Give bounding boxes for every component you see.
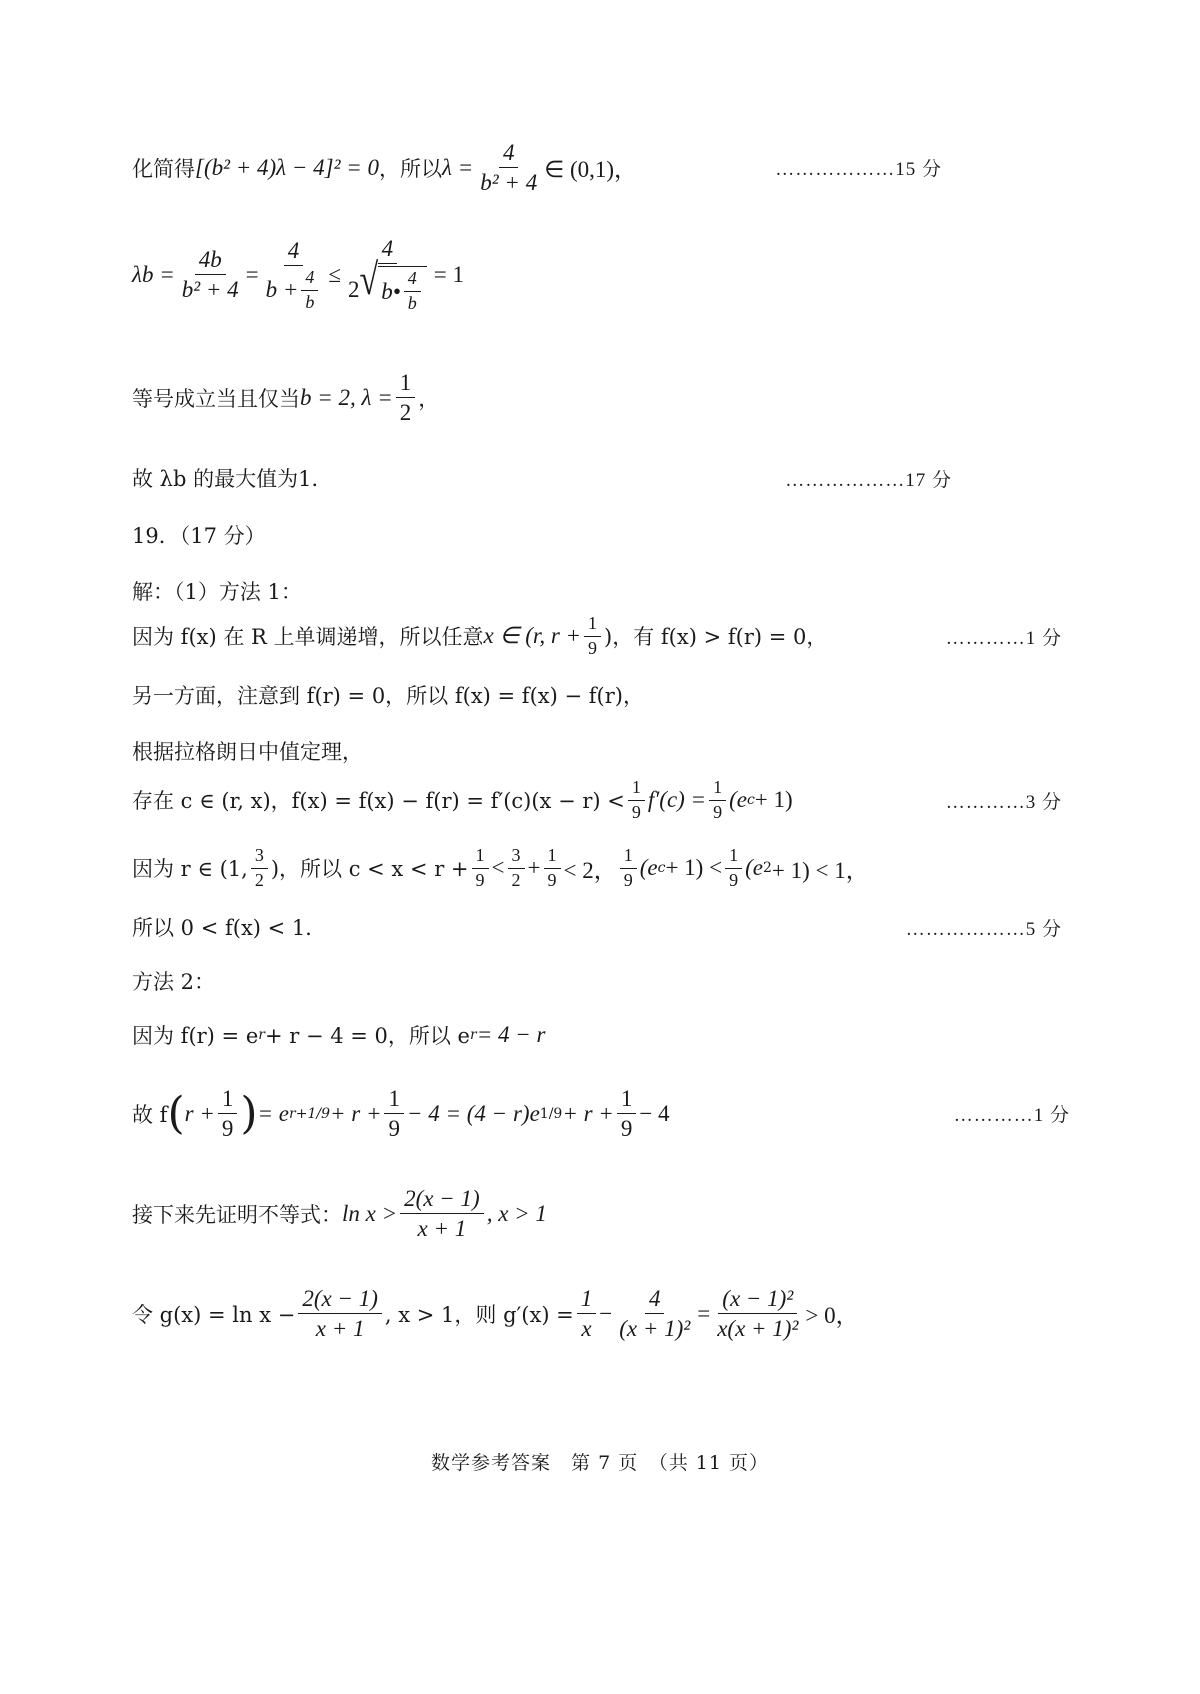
expr: = 1	[433, 261, 465, 287]
fraction	[725, 846, 742, 891]
denominator: x + 1	[417, 1216, 467, 1242]
text: 故 λb 的最大值为1．	[132, 467, 333, 491]
fraction	[620, 846, 637, 891]
denominator: x	[581, 1316, 592, 1342]
fraction	[400, 1186, 484, 1242]
text: 因为 r ∈ (1,	[132, 857, 248, 882]
line-conclusion	[132, 912, 1062, 942]
expr: + 1) <	[665, 855, 723, 881]
denominator: 9	[388, 1116, 400, 1142]
denominator: 9	[588, 637, 598, 658]
text: 所以 0 < f(x) < 1．	[132, 916, 327, 940]
denominator	[262, 266, 326, 313]
numerator: 4	[645, 1286, 665, 1314]
fraction	[617, 1086, 637, 1142]
score-mark: …………1 分	[945, 627, 1062, 649]
denominator: 9	[221, 1116, 234, 1142]
expr: (e	[729, 787, 747, 813]
expr: ∈ (0,1)，	[544, 157, 638, 183]
line-max-value	[132, 463, 952, 493]
expr: b +	[265, 277, 299, 303]
method-2-heading	[132, 966, 215, 996]
score-mark: ………………17 分	[785, 469, 952, 491]
text: 因为 f(x) 在 R 上单调递增，所以任意	[132, 625, 484, 650]
text: 令 g(x) = ln x −	[132, 1302, 296, 1327]
expr: b = 2, λ =	[300, 384, 393, 410]
numerator: 1	[725, 846, 742, 869]
numerator: 1	[577, 1286, 597, 1314]
expr: < 2，	[563, 857, 617, 883]
score-mark: ………………5 分	[905, 918, 1062, 940]
text: 因为 f(r) = e	[132, 1024, 259, 1048]
fraction	[628, 778, 645, 823]
numerator: 2(x − 1)	[298, 1286, 382, 1314]
text: 化简得	[132, 156, 195, 181]
score-mark: ………………15 分	[775, 159, 942, 181]
fraction	[615, 1286, 694, 1342]
numerator: 1	[617, 1086, 637, 1114]
expr: ≤	[328, 261, 342, 287]
text: , x > 1，则 g′(x) =	[384, 1302, 574, 1327]
expr: + 1)	[754, 787, 793, 813]
line-lambda-b	[132, 236, 464, 314]
denominator: 2	[254, 869, 264, 890]
fraction	[713, 1286, 802, 1342]
text: ，	[418, 386, 440, 411]
fraction	[476, 140, 541, 196]
fraction	[218, 1086, 238, 1142]
expr: − 4 = (4 − r)e	[406, 1100, 540, 1126]
expr: =	[245, 261, 259, 287]
expr: = 4 − r	[476, 1022, 546, 1047]
page-footer: 数学参考答案 第 7 页 （共 11 页）	[431, 1452, 769, 1474]
numerator: 1	[709, 778, 726, 801]
text: 接下来先证明不等式：	[132, 1202, 342, 1227]
expr: r +	[184, 1100, 215, 1126]
text: 存在 c ∈ (r, x)，f(x) = f(x) − f(r) = f′(c)(x − r) <	[132, 789, 625, 814]
text: 解：（1）方法 1：	[132, 580, 302, 604]
solution-heading	[132, 576, 302, 606]
denominator: b² + 4	[181, 277, 239, 303]
square-root	[359, 256, 427, 314]
fraction	[298, 1286, 382, 1342]
numerator: 2(x − 1)	[400, 1186, 484, 1214]
expr: ln x >	[342, 1200, 398, 1226]
line-monotonic	[132, 614, 1062, 659]
text: )，所以 c < x < r +	[270, 857, 469, 882]
line-prove-inequality	[132, 1186, 547, 1242]
numerator: 4	[499, 140, 519, 168]
denominator: x(x + 1)²	[717, 1316, 799, 1342]
question-number	[132, 520, 266, 550]
denominator: b	[305, 291, 315, 312]
line-define-g	[132, 1286, 859, 1342]
denominator: 9	[729, 869, 739, 890]
paren: )	[240, 1087, 258, 1139]
line-fr-zero: 因为 f(r) = e r + r − 4 = 0，所以 e r = 4 − r	[132, 1022, 546, 1048]
denominator: 9	[623, 869, 633, 890]
expr: λ =	[442, 154, 474, 180]
numerator: 1	[544, 846, 561, 869]
text: 19．（17 分）	[132, 524, 266, 548]
denominator: 2	[511, 869, 521, 890]
denominator: 9	[547, 869, 557, 890]
expr: > 0，	[805, 1303, 859, 1329]
numerator: 4	[404, 269, 421, 292]
fraction	[577, 1286, 597, 1342]
fraction	[709, 778, 726, 823]
fraction	[384, 1086, 404, 1142]
denominator	[344, 256, 431, 314]
expr: (e	[639, 855, 658, 881]
numerator: 1	[584, 614, 601, 637]
expr: <	[491, 855, 505, 881]
denominator: b	[407, 293, 417, 314]
fraction	[544, 846, 561, 891]
text: 等号成立当且仅当	[132, 386, 300, 411]
fraction	[178, 247, 243, 303]
expr: =	[697, 1300, 711, 1326]
text: 故 f	[132, 1102, 168, 1127]
fraction	[472, 846, 489, 891]
expr: = e	[257, 1100, 290, 1126]
numerator: 1	[384, 1086, 404, 1114]
radicand	[378, 266, 427, 314]
text: 方法 2：	[132, 970, 216, 994]
text: )，有 f(x) > f(r) = 0，	[604, 625, 828, 650]
denominator: 9	[631, 801, 641, 822]
numerator: 4	[284, 238, 304, 266]
paren: (	[167, 1087, 185, 1139]
numerator: (x − 1)²	[718, 1286, 797, 1314]
expr: − 4	[639, 1100, 670, 1126]
radical-sign-icon: √	[359, 256, 379, 305]
text: + r − 4 = 0，所以 e	[264, 1024, 470, 1048]
denominator: x + 1	[315, 1316, 365, 1342]
fraction	[344, 236, 431, 314]
expr: [(b² + 4)λ − 4]² = 0	[195, 154, 380, 180]
denominator: 9	[475, 869, 485, 890]
expr: , x > 1	[486, 1200, 547, 1226]
fraction	[584, 614, 601, 659]
numerator: 3	[251, 846, 268, 869]
line-exists-c: 存在 c ∈ (r, x)，f(x) = f(x) − f(r) = f′(c)(x − r) < $\frac{1}{9}$ f′(c) = $\frac{1}{9}$ (e c + 1) …………3 分	[132, 777, 1062, 822]
line-lagrange	[132, 736, 363, 766]
denominator: 9	[620, 1116, 633, 1142]
expr: (e	[745, 855, 763, 881]
numerator: 4	[301, 268, 318, 291]
expr: +	[527, 855, 541, 881]
fraction	[508, 846, 525, 891]
score-mark: …………3 分	[945, 791, 1062, 813]
numerator: 1	[218, 1086, 238, 1114]
expr: + r +	[329, 1100, 382, 1126]
expr: λb =	[132, 261, 175, 287]
numerator: 4	[378, 236, 398, 264]
numerator: 3	[508, 846, 525, 869]
line-equality	[132, 370, 439, 426]
line-f-r-plus-ninth: 故 f ( r + $\frac{1}{9}$ ) = e r+1/9 + r + $\frac{1}{9}$ − 4 = (4 − r)e 1/9 + r + $\frac{1}{9}$ − 4 …………1 分	[132, 1086, 1070, 1142]
fraction	[251, 846, 268, 891]
line-other-side	[132, 680, 644, 710]
fraction	[396, 370, 416, 426]
expr: x ∈ (r, r +	[483, 623, 582, 649]
numerator: 1	[396, 370, 416, 398]
fraction	[262, 238, 326, 313]
expr: + 1) < 1，	[771, 857, 869, 883]
fraction	[301, 268, 318, 313]
denominator: 9	[713, 801, 723, 822]
expr: 2	[348, 277, 360, 303]
denominator: 2	[399, 400, 412, 426]
expr: + r +	[562, 1100, 614, 1126]
denominator: b² + 4	[480, 170, 538, 196]
expr: −	[599, 1300, 613, 1326]
numerator: 1	[472, 846, 489, 869]
numerator: 1	[628, 778, 645, 801]
expr: b•	[381, 278, 401, 304]
denominator: (x + 1)²	[619, 1316, 691, 1342]
text: ，所以	[379, 156, 443, 181]
score-mark: …………1 分	[953, 1105, 1070, 1127]
fraction	[404, 269, 421, 314]
text: 另一方面，注意到 f(r) = 0，所以 f(x) = f(x) − f(r)，	[132, 684, 644, 708]
line-simplify	[132, 140, 942, 196]
numerator: 1	[620, 846, 637, 869]
numerator: 4b	[195, 247, 226, 275]
line-bounds: 因为 r ∈ (1, $\frac{3}{2}$ )，所以 c < x < r + $\frac{1}{9}$ < $\frac{3}{2}$ + $\frac{1}{9}$ < 2， $\frac{1}{9}$ (e c + 1) < $\frac{1}{9}$ (e 2 + 1) < 1，	[132, 845, 869, 890]
expr: f′(c) =	[647, 787, 707, 813]
text: 根据拉格朗日中值定理，	[132, 740, 363, 764]
